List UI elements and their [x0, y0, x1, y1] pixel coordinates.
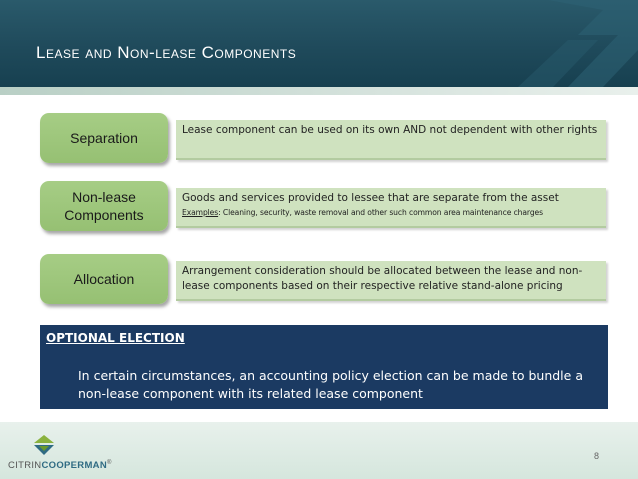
header-decoration: [508, 0, 638, 87]
logo-part2: COOPERMAN: [41, 460, 107, 472]
separation-description: [176, 120, 606, 160]
header-divider: [0, 87, 638, 95]
logo-wordmark: [8, 460, 112, 471]
optional-election-title: OPTIONAL ELECTION: [46, 331, 185, 345]
logo-part1: CITRIN: [8, 460, 42, 472]
optional-election-box: [40, 325, 608, 409]
company-logo: [8, 435, 128, 475]
non-lease-label-line2: Components: [64, 207, 144, 223]
logo-mark-icon: [30, 435, 58, 457]
non-lease-label-line1: Non-lease: [72, 189, 136, 205]
optional-election-body: In certain circumstances, an accounting policy election can be made to bundle a non-lease component with its related lease component: [78, 368, 583, 401]
allocation-description: [176, 261, 606, 301]
page-title: Lease and Non-lease Components: [36, 43, 297, 62]
slide-header: [0, 0, 638, 87]
allocation-label: Allocation: [73, 271, 135, 287]
page-number: 8: [594, 451, 600, 461]
row-non-lease: [40, 181, 610, 233]
allocation-pill: [40, 254, 168, 304]
examples-text: : Cleaning, security, waste removal and other such common area maintenance charges: [218, 208, 543, 217]
examples-line: [182, 206, 600, 219]
non-lease-text: Goods and services provided to lessee that are separate from the asset: [182, 192, 559, 204]
separation-text: Lease component can be used on its own AND not dependent with other rights: [182, 124, 598, 136]
row-separation: [40, 113, 610, 165]
separation-pill: [40, 113, 168, 163]
examples-label: Examples: [182, 208, 219, 217]
logo-registered: ®: [106, 460, 112, 466]
row-allocation: [40, 254, 610, 306]
non-lease-description: [176, 188, 606, 228]
non-lease-pill: [40, 181, 168, 231]
separation-label: Separation: [70, 130, 138, 146]
allocation-text: Arrangement consideration should be allocated between the lease and non-lease components based on their respective relative stand-alone pricing: [182, 265, 583, 292]
